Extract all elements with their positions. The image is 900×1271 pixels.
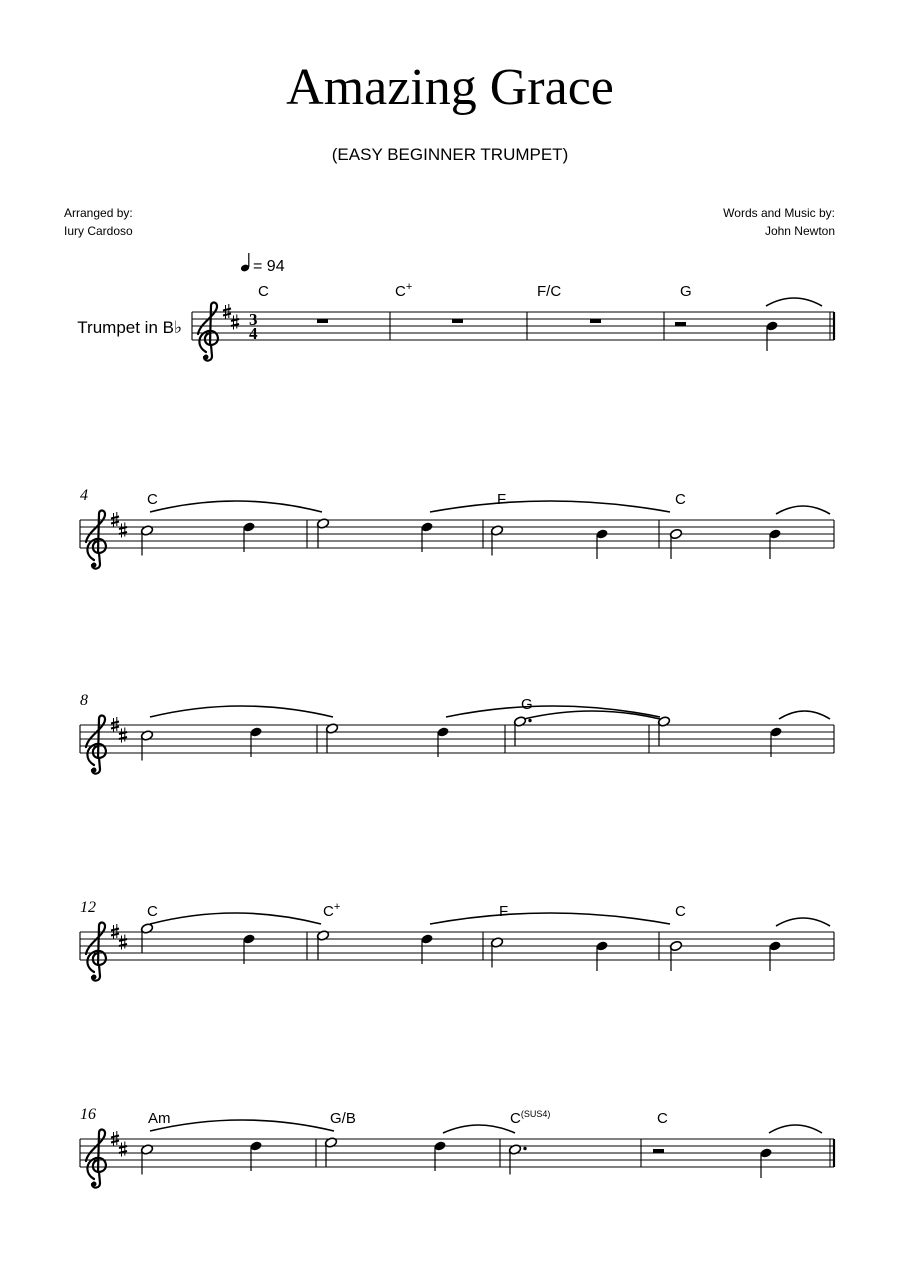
quarter-note xyxy=(759,1147,772,1178)
slur xyxy=(769,1125,822,1133)
chord-symbol: F/C xyxy=(537,283,562,300)
quarter-note xyxy=(433,1140,446,1171)
whole-rest xyxy=(590,319,601,323)
score-subtitle: (EASY BEGINNER TRUMPET) xyxy=(331,145,569,164)
chord-symbol: C+ xyxy=(323,901,341,920)
instrument-name: Trumpet in B♭ xyxy=(77,318,182,337)
half-note xyxy=(325,723,338,754)
quarter-note xyxy=(768,940,781,971)
sharp-icon xyxy=(119,935,127,950)
measure-number: 8 xyxy=(80,692,88,709)
quarter-note xyxy=(420,521,433,552)
measure-number: 12 xyxy=(80,899,96,916)
chord-symbol: C xyxy=(675,491,686,508)
chord-symbol: F xyxy=(499,903,509,920)
sharp-icon xyxy=(119,1142,127,1157)
staff-system xyxy=(80,1106,834,1188)
sharp-icon xyxy=(231,315,239,330)
chord-symbol: C xyxy=(147,491,158,508)
sharp-icon xyxy=(119,728,127,743)
half-note xyxy=(669,528,682,559)
quarter-note xyxy=(595,528,608,559)
treble-clef-dot xyxy=(92,768,97,773)
time-signature-bottom: 4 xyxy=(249,324,258,343)
half-note xyxy=(508,1144,526,1175)
half-note xyxy=(490,525,503,556)
chord-symbol: C xyxy=(147,903,158,920)
composer-name: John Newton xyxy=(764,224,835,238)
half-rest xyxy=(675,322,686,326)
chord-symbol: C xyxy=(258,283,269,300)
quarter-note xyxy=(242,521,255,552)
treble-clef-icon xyxy=(86,923,106,981)
arranger-name: Iury Cardoso xyxy=(64,224,133,238)
whole-rest xyxy=(317,319,328,323)
half-note xyxy=(140,525,153,556)
slur xyxy=(150,913,321,924)
quarter-note xyxy=(436,726,449,757)
tempo-marking xyxy=(240,253,285,275)
half-rest xyxy=(653,1149,664,1153)
slur xyxy=(779,711,830,719)
half-note xyxy=(316,518,329,549)
chord-modifier: + xyxy=(405,281,413,293)
chord-symbol: F xyxy=(497,491,507,508)
slur xyxy=(150,706,333,717)
staff-system xyxy=(80,487,834,569)
half-note xyxy=(140,730,153,761)
treble-clef-dot xyxy=(204,355,209,360)
arranger-label: Arranged by: xyxy=(64,206,133,220)
augmentation-dot xyxy=(528,719,531,722)
quarter-note xyxy=(768,528,781,559)
chord-symbol: $C^{(SUS4)}$ xyxy=(510,1109,551,1127)
staff-system xyxy=(80,692,834,774)
staff-system xyxy=(80,899,834,981)
whole-rest xyxy=(452,319,463,323)
slur xyxy=(430,501,670,512)
quarter-note xyxy=(420,933,433,964)
chord-symbol: G xyxy=(521,696,533,713)
augmentation-dot xyxy=(523,1147,526,1150)
slur xyxy=(150,1120,334,1131)
time-signature-top: 3 xyxy=(249,310,258,329)
chord-symbol: G xyxy=(680,283,692,300)
measure-number: 16 xyxy=(80,1106,96,1123)
composer-label: Words and Music by: xyxy=(723,206,835,220)
half-note xyxy=(513,716,531,747)
half-note xyxy=(140,923,153,954)
half-note xyxy=(140,1144,153,1175)
treble-clef-icon xyxy=(86,1130,106,1188)
quarter-note xyxy=(765,320,778,351)
slur xyxy=(766,298,822,306)
quarter-note xyxy=(249,1140,262,1171)
quarter-note xyxy=(769,726,782,757)
chord-symbol: G/B xyxy=(330,1110,356,1127)
chord-symbol: C xyxy=(657,1110,668,1127)
quarter-note xyxy=(595,940,608,971)
slur xyxy=(430,913,670,924)
score-title: Amazing Grace xyxy=(286,59,614,116)
sharp-icon xyxy=(119,523,127,538)
tempo-value: = 94 xyxy=(253,258,285,275)
treble-clef-dot xyxy=(92,563,97,568)
half-note xyxy=(490,937,503,968)
slur xyxy=(776,918,830,926)
chord-modifier: + xyxy=(333,901,341,913)
quarter-note xyxy=(249,726,262,757)
slur xyxy=(443,1125,515,1133)
half-note xyxy=(316,930,329,961)
measure-number: 4 xyxy=(80,487,88,504)
slur xyxy=(150,501,322,512)
treble-clef-icon xyxy=(86,511,106,569)
quarter-note xyxy=(242,933,255,964)
staff-system xyxy=(192,281,834,361)
chord-symbol: C xyxy=(675,903,686,920)
half-note xyxy=(669,940,682,971)
half-note xyxy=(324,1137,337,1168)
treble-clef-dot xyxy=(92,1182,97,1187)
half-note xyxy=(657,716,670,747)
treble-clef-dot xyxy=(92,975,97,980)
chord-symbol: C+ xyxy=(395,281,413,300)
treble-clef-icon xyxy=(86,716,106,774)
slur xyxy=(524,711,660,719)
treble-clef-icon xyxy=(198,303,218,361)
chord-modifier: (SUS4) xyxy=(520,1109,551,1119)
chord-symbol: Am xyxy=(148,1110,171,1127)
slur xyxy=(776,506,830,514)
slur xyxy=(446,706,660,717)
